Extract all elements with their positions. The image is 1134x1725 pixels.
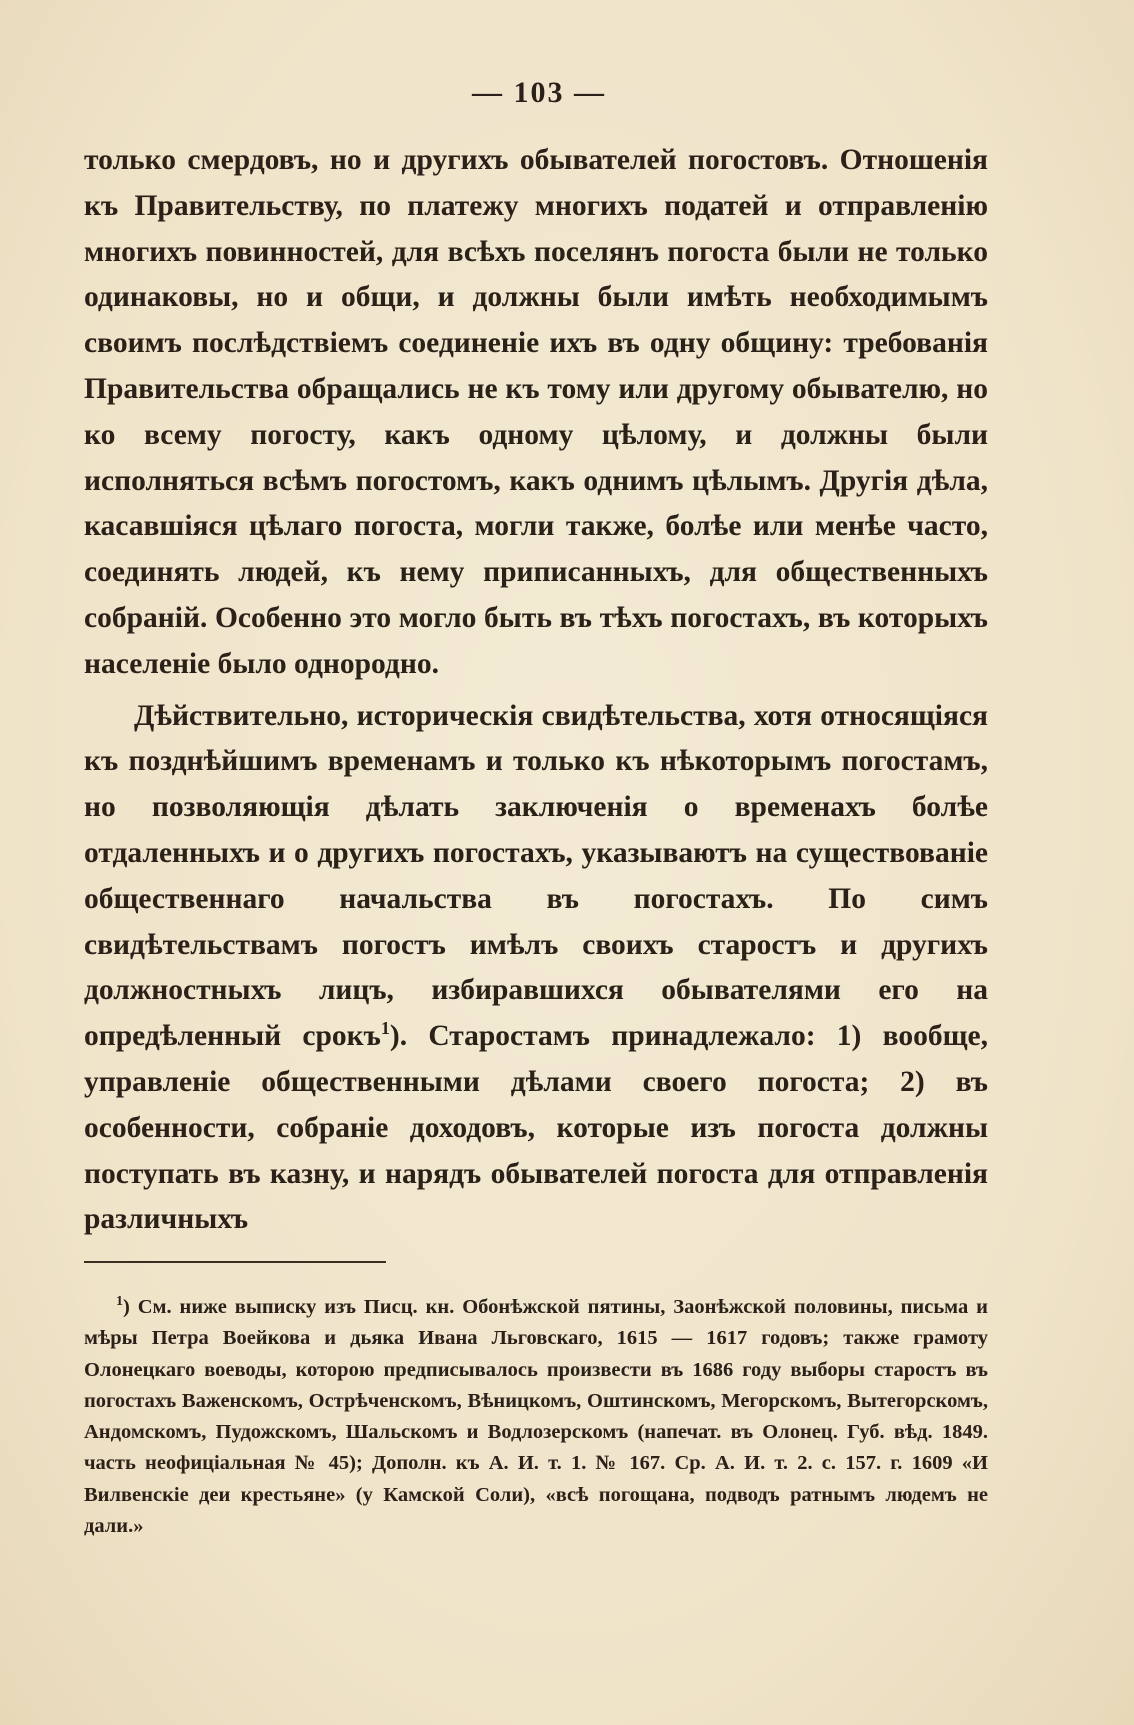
main-text: [84, 138, 988, 1243]
paragraph-2-part-1: Дѣйствительно, историческія свидѣтельства, хотя относящіяся къ позднѣйшимъ временамъ и только къ нѣкоторымъ погостамъ, но позволяющія дѣлать заключенія о временахъ болѣе отдаленныхъ и о другихъ погостахъ, указываютъ на существованіе общественнаго начальства въ погостахъ. По симъ свидѣтельствамъ погостъ имѣлъ своихъ старостъ и другихъ должностныхъ лицъ, избиравшихся обывателями его на опредѣленный срокъ: [84, 699, 988, 1053]
page-number: — 103 —: [472, 76, 606, 109]
footnote-paragraph: [84, 1292, 988, 1542]
paragraph-1: только смердовъ, но и другихъ обывателей погостовъ. Отношенія къ Правительству, по платежу многихъ податей и отправленію многихъ повинностей, для всѣхъ поселянъ погоста были не только одинаковы, но и общи, и должны были имѣть необходимымъ своимъ послѣдствіемъ соединеніе ихъ въ одну общину: требованія Правительства обращались не къ тому или другому обывателю, но ко всему погосту, какъ одному цѣлому, и должны были исполняться всѣмъ погостомъ, какъ однимъ цѣлымъ. Другія дѣла, касавшіяся цѣлаго погоста, могли также, болѣе или менѣе часто, соединять людей, къ нему приписанныхъ, для общественныхъ собраній. Особенно это могло быть въ тѣхъ погостахъ, въ которыхъ населеніе было однородно.: [84, 144, 988, 680]
paragraph-2-part-2: ). Старостамъ принадлежало: 1) вообще, управленіе общественными дѣлами своего погоста; 2) въ особенности, собраніе доходовъ, которые изъ погоста должны поступать въ казну, и нарядъ обывателей погоста для отправленія различныхъ: [84, 1020, 988, 1236]
paragraph-2: [84, 694, 988, 1244]
footnote: [84, 1292, 988, 1542]
footnote-mark: 1: [116, 1294, 123, 1310]
footnote-text: ) См. ниже выписку изъ Писц. кн. Обонѣжской пятины, Заонѣжской половины, письма и мѣры Петра Воейкова и дьяка Ивана Льговскаго, 1615 — 1617 годовъ; также грамоту Олонецкаго воеводы, которою предписывалось произвести въ 1686 году выборы старостъ въ погостахъ Важенскомъ, Острѣченскомъ, Вѣницкомъ, Оштинскомъ, Мегорскомъ, Вытегорскомъ, Андомскомъ, Пудожскомъ, Шальскомъ и Водлозерскомъ (напечат. въ Олонец. Губ. вѣд. 1849. часть неофиціальная № 45); Дополн. къ А. И. т. 1. № 167. Ср. А. И. т. 2. с. 157. г. 1609 «И Вилвенскіе деи крестьяне» (у Камской Соли), «всѣ погощана, подводъ ратнымъ людемъ не дали.»: [84, 1296, 988, 1538]
footnote-reference[interactable]: 1: [380, 1018, 390, 1039]
footnote-divider: [84, 1261, 386, 1263]
